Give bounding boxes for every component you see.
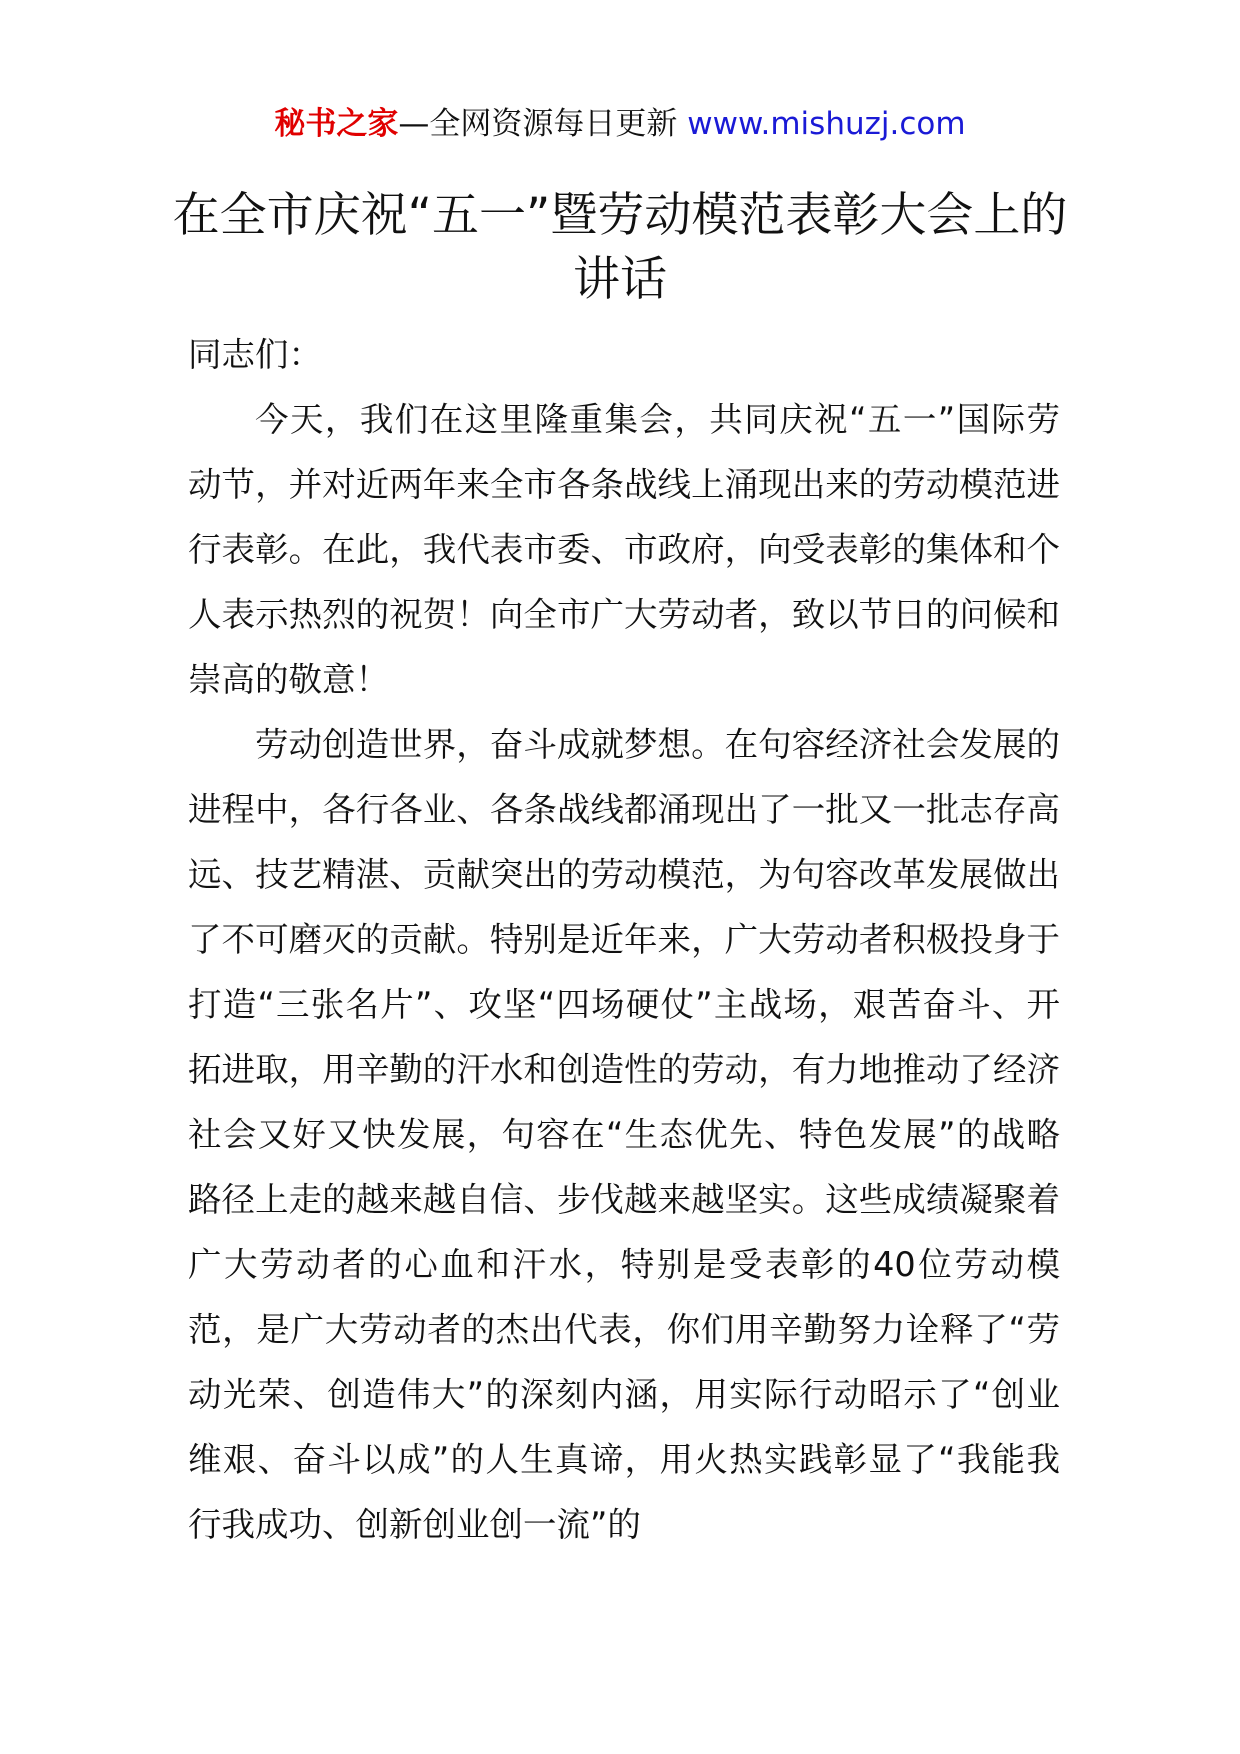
brand-name: 秘书之家	[274, 106, 399, 142]
paragraph-2: 劳动创造世界，奋斗成就梦想。在句容经济社会发展的进程中，各行各业、各条战线都涌现出了一批又一批志存高远、技艺精湛、贡献突出的劳动模范，为句容改革发展做出了不可磨灭的贡献。特别是近年来，广大劳动者积极投身于打造“三张名片”、攻坚“四场硬仗”主战场，艰苦奋斗、开拓进取，用辛勤的汗水和创造性的劳动，有力地推动了经济社会又好又快发展，句容在“生态优先、特色发展”的战略路径上走的越来越自信、步伐越来越坚实。这些成绩凝聚着广大劳动者的心血和汗水，特别是受表彰的40位劳动模范，是广大劳动者的杰出代表，你们用辛勤努力诠释了“劳动光荣、创造伟大”的深刻内涵，用实际行动昭示了“创业维艰、奋斗以成”的人生真谛，用火热实践彰显了“我能我行我成功、创新创业创一流”的	[188, 725, 1060, 1544]
header-slogan: —全网资源每日更新	[398, 106, 688, 142]
site-header	[0, 100, 1240, 148]
paragraph-1: 今天，我们在这里隆重集会，共同庆祝“五一”国际劳动节，并对近两年来全市各条战线上涌现出来的劳动模范进行表彰。在此，我代表市委、市政府，向受表彰的集体和个人表示热烈的祝贺！向全市广大劳动者，致以节日的问候和崇高的敬意！	[188, 400, 1060, 699]
salutation: 同志们：	[188, 335, 322, 374]
document-title: 在全市庆祝“五一”暨劳动模范表彰大会上的讲话	[172, 188, 1068, 307]
document-body	[188, 322, 1060, 1557]
site-url-link[interactable]: www.mishuzj.com	[687, 106, 966, 142]
